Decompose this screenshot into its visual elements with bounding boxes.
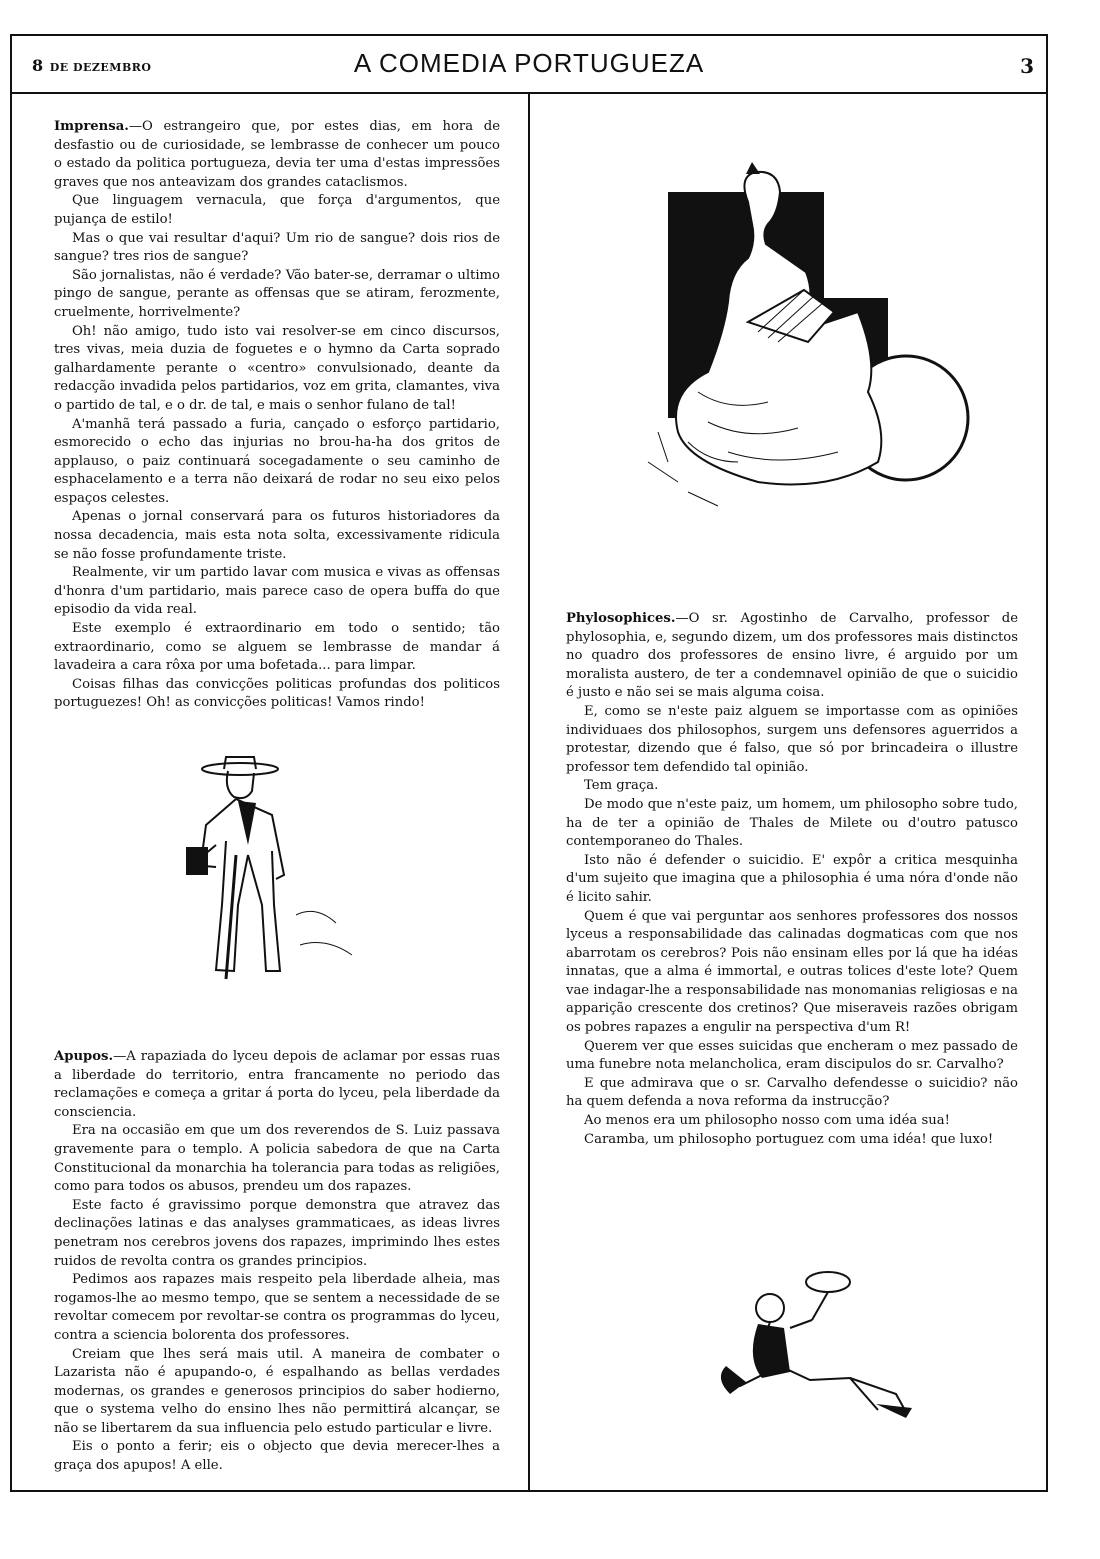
- left-frame-rule: [10, 34, 12, 1492]
- man-waving-hat-illustration: [700, 1268, 926, 1428]
- lady-with-fan-illustration: [628, 162, 974, 514]
- article-phylosophices: [566, 610, 1018, 1149]
- article-paragraph: Mas o que vai resultar d'aqui? Um rio de sangue? dois rios de sangue? tres rios de sangue?: [54, 230, 500, 265]
- article-apupos-title: Apupos.: [54, 1049, 114, 1064]
- article-paragraph: Caramba, um philosopho portuguez com uma idéa! que luxo!: [584, 1131, 994, 1147]
- article-paragraph: —O estrangeiro que, por estes dias, em hora de desfastio ou de curiosidade, se lembrasse de conhecer um pouco o estado da politica portugueza, devia ter uma d'estas impressões graves que nos anteavizam dos grandes cataclismos.: [54, 119, 500, 190]
- article-paragraph: Pedimos aos rapazes mais respeito pela liberdade alheia, mas rogamos-lhe ao mesmo tempo, que se sentem a necessidade de se revoltar comecem por revoltar-se contra os programmas do lyceu, contra a sciencia bolorenta dos professores.: [54, 1272, 500, 1343]
- footer-rule: [10, 1490, 1048, 1492]
- lady-drawing: [628, 162, 974, 514]
- article-paragraph: Era na occasião em que um dos reverendos de S. Luiz passava gravemente para o templo. A policia sabedora de que na Carta Constitucional da monarchia ha tolerancia para todas as religiões, como para todos os abusos, prendeu um dos rapazes.: [54, 1123, 500, 1195]
- article-paragraph: De modo que n'este paiz, um homem, um philosopho sobre tudo, ha de ter a opinião de Thales de Milete ou d'outro patusco contemporaneo do Thales.: [566, 796, 1018, 850]
- man-drawing: [700, 1268, 926, 1428]
- right-frame-rule: [1046, 34, 1048, 1492]
- article-paragraph: E, como se n'este paiz alguem se importasse com as opiniões individuaes dos philosophos, surgem uns defensores aguerridos a protestar, dizendo que é falso, que só por brincadeira o illustre professor tem defendido tal opinião.: [566, 703, 1018, 775]
- article-paragraph: Realmente, vir um partido lavar com musica e vivas as offensas d'honra d'um partidario, mais parece caso de opera buffa do que episodio da vida real.: [54, 565, 500, 618]
- article-paragraph: Coisas filhas das convicções politicas profundas dos politicos portuguezes! Oh! as convicções politicas! Vamos rindo!: [54, 676, 500, 711]
- dandy-with-cane-illustration: [176, 755, 362, 991]
- masthead-title: A COMEDIA PORTUGUEZA: [353, 48, 705, 78]
- column-divider: [528, 94, 530, 1492]
- article-paragraph: São jornalistas, não é verdade? Vão bater-se, derramar o ultimo pingo de sangue, perante as offensas que se atiram, ferozmente, cruelmente, horrivelmente?: [54, 267, 500, 320]
- article-paragraph: E que admirava que o sr. Carvalho defendesse o suicidio? não ha quem defenda a nova reforma da instrucção?: [566, 1075, 1018, 1110]
- article-paragraph: Querem ver que esses suicidas que encheram o mez passado de uma funebre nota melancholica, eram discipulos do sr. Carvalho?: [566, 1038, 1018, 1073]
- header-date-month: DE DEZEMBRO: [49, 61, 152, 74]
- article-paragraph: A'manhã terá passado a furia, cançado o esforço partidario, esmorecido o echo das injurias no brou-ha-ha dos gritos de applauso, o paiz continuará socegadamente o seu caminho de esphacelamento e a terra não deixará de rodar no seu eixo pelos espaços celestes.: [54, 416, 500, 506]
- article-paragraph: —O sr. Agostinho de Carvalho, professor de phylosophia, e, segundo dizem, um dos professores mais distinctos no quadro dos professores de ensino livre, é arguido por um moralista austero, de ter a condemnavel opinião de que o suicidio é justo e não sei se mais alguma coisa.: [566, 611, 1018, 701]
- article-phylosophices-title: Phylosophices.: [566, 611, 676, 626]
- article-paragraph: Isto não é defender o suicidio. E' expôr a critica mesquinha d'um sujeito que imagina que a philosophia é uma nóra d'onde não é licito sahir.: [566, 852, 1018, 905]
- header-top-rule: [10, 34, 1048, 36]
- page-number: 3: [1020, 54, 1034, 78]
- dandy-drawing: [176, 755, 362, 991]
- article-paragraph: Quem é que vai perguntar aos senhores professores dos nossos lyceus a responsabilidade das calinadas dogmaticas com que nos abarrotam os cerebros? Pois não ensinam elles por lá que ha idéas innatas, que a alma é immortal, e outras tolices d'este lote? Quem vae indagar-lhe a responsabilidade nas monomanias religiosas e na apparição crescente dos cretinos? Que miseraveis razões obrigam os pobres rapazes a engulir na perspectiva d'um R!: [566, 908, 1018, 1036]
- article-paragraph: —A rapaziada do lyceu depois de aclamar por essas ruas a liberdade do territorio, entra francamente no periodo das reclamações e começa a gritar á porta do lyceu, pela liberdade da consciencia.: [54, 1049, 500, 1120]
- article-paragraph: Eis o ponto a ferir; eis o objecto que devia merecer-lhes a graça dos apupos! A elle.: [54, 1439, 500, 1474]
- article-paragraph: Apenas o jornal conservará para os futuros historiadores da nossa decadencia, mais esta nota solta, excessivamente ridicula se não fosse profundamente triste.: [54, 509, 500, 562]
- article-imprensa-title: Imprensa.: [54, 119, 129, 134]
- article-paragraph: Creiam que lhes será mais util. A maneira de combater o Lazarista não é apupando-o, é espalhando as bellas verdades modernas, os grandes e generosos principios do saber hodierno, que o systema velho do ensino lhes não permittirá alcançar, se não se libertarem da sua influencia pelo estudo particular e livre.: [54, 1346, 500, 1436]
- article-paragraph: Ao menos era um philosopho nosso com uma idéa sua!: [584, 1113, 950, 1129]
- article-imprensa: [54, 118, 500, 713]
- article-apupos: [54, 1048, 500, 1476]
- article-paragraph: Este exemplo é extraordinario em todo o sentido; tão extraordinario, como se alguem se lembrasse de mandar á lavadeira a cara rôxa por uma bofetada... para limpar.: [54, 621, 500, 674]
- header-date-day: 8: [32, 56, 44, 75]
- article-paragraph: Oh! não amigo, tudo isto vai resolver-se em cinco discursos, tres vivas, meia duzia de foguetes e o hymno da Carta soprado galhardamente perante o «centro» convulsionado, deante da redacção invadida pelos partidarios, voz em grita, clamantes, viva o partido de tal, e o dr. de tal, e mais o senhor fulano de tal!: [54, 323, 500, 413]
- page-header: [10, 40, 1048, 90]
- article-paragraph: Que linguagem vernacula, que força d'argumentos, que pujança de estilo!: [54, 193, 500, 227]
- article-paragraph: Este facto é gravissimo porque demonstra que atravez das declinações latinas e das analyses grammaticaes, as ideas livres penetram nos cerebros jovens dos rapazes, imprimindo lhes estes ruidos de revolta contra os grandes principios.: [54, 1197, 500, 1269]
- article-paragraph: Tem graça.: [584, 778, 659, 794]
